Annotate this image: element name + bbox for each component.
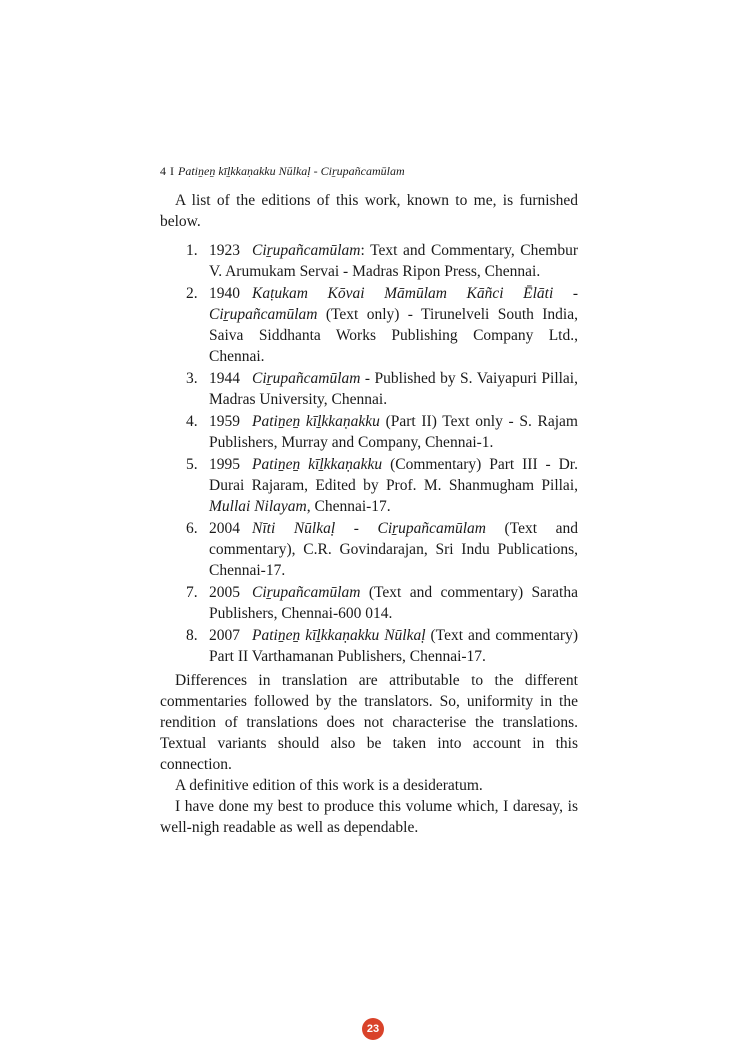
edition-year: 2004 bbox=[209, 520, 240, 537]
intro-paragraph: A list of the editions of this work, known to me, is furnished below. bbox=[160, 192, 578, 230]
running-head-title: Patiṉeṉ kīḻkkaṇakku Nūlkaḷ - Ciṟupañcamūlam bbox=[178, 164, 405, 178]
edition-title-text: Patiṉeṉ kīḻkkaṇakku bbox=[252, 413, 380, 430]
edition-detail-text: (Text and commentary), C.R. Govindarajan, Sri Indu Publications, Chennai-17. bbox=[209, 520, 578, 579]
edition-detail-text: (Text and commentary) Part II Varthamanan Publishers, Chennai-17. bbox=[209, 627, 578, 665]
edition-title-text: Nīti Nūlkaḷ - Ciṟupañcamūlam bbox=[252, 520, 486, 537]
editions-list bbox=[160, 240, 578, 667]
edition-number: 5. bbox=[186, 456, 198, 473]
edition-detail-text: : Text and Commentary, Chembur V. Arumukam Servai - Madras Ripon Press, Chennai. bbox=[209, 242, 578, 280]
edition-item bbox=[160, 283, 578, 367]
edition-number: 6. bbox=[186, 520, 198, 537]
edition-number: 8. bbox=[186, 627, 198, 644]
paragraph-differences: Differences in translation are attributable to the different commentaries followed by the translators. So, uniformity in the rendition of translations does not characterise the translations. Textual variants should also be taken into account in this connection. bbox=[160, 672, 578, 773]
edition-number: 7. bbox=[186, 584, 198, 601]
running-head bbox=[160, 163, 405, 179]
running-head-page: 4 bbox=[160, 164, 166, 178]
edition-title-text: Ciṟupañcamūlam bbox=[252, 584, 361, 601]
edition-title-text: Kaṭukam Kōvai Māmūlam Kāñci Ēlāti - Ciṟupañcamūlam bbox=[209, 285, 578, 323]
edition-detail-text: (Commentary) Part III - Dr. Durai Rajaram, Edited by Prof. M. Shanmugham Pillai, bbox=[209, 456, 578, 494]
edition-number: 4. bbox=[186, 413, 198, 430]
page-number-badge: 23 bbox=[362, 1018, 384, 1040]
edition-item bbox=[160, 582, 578, 624]
edition-title-text: Patiṉeṉ kīḻkkaṇakku Nūlkaḷ bbox=[252, 627, 426, 644]
edition-year: 1940 bbox=[209, 285, 240, 302]
edition-detail-text: (Part II) Text only - S. Rajam Publishers, Murray and Company, Chennai-1. bbox=[209, 413, 578, 451]
edition-year: 1995 bbox=[209, 456, 240, 473]
edition-item bbox=[160, 454, 578, 517]
edition-detail-text: - Published by S. Vaiyapuri Pillai, Madras University, Chennai. bbox=[209, 370, 578, 408]
edition-year: 1923 bbox=[209, 242, 240, 259]
edition-item bbox=[160, 411, 578, 453]
paragraph-definitive: A definitive edition of this work is a desideratum. bbox=[175, 777, 483, 794]
edition-item bbox=[160, 368, 578, 410]
edition-number: 3. bbox=[186, 370, 198, 387]
edition-item bbox=[160, 518, 578, 581]
edition-item bbox=[160, 625, 578, 667]
edition-number: 2. bbox=[186, 285, 198, 302]
edition-item bbox=[160, 240, 578, 282]
edition-title-text: Ciṟupañcamūlam bbox=[252, 370, 361, 387]
edition-number: 1. bbox=[186, 242, 198, 259]
edition-year: 2005 bbox=[209, 584, 240, 601]
edition-title-text: Ciṟupañcamūlam bbox=[252, 242, 361, 259]
edition-year: 1944 bbox=[209, 370, 240, 387]
running-head-separator: I bbox=[170, 164, 174, 178]
page-body bbox=[160, 190, 578, 838]
edition-detail-text: (Text only) - Tirunelveli South India, Saiva Siddhanta Works Publishing Company Ltd., Chennai. bbox=[209, 306, 578, 365]
edition-detail-text: (Text and commentary) Saratha Publishers, Chennai-600 014. bbox=[209, 584, 578, 622]
edition-title-text: Patiṉeṉ kīḻkkaṇakku bbox=[252, 456, 383, 473]
edition-year: 1959 bbox=[209, 413, 240, 430]
edition-year: 2007 bbox=[209, 627, 240, 644]
edition-title-text: Mullai Nilayam bbox=[209, 498, 307, 515]
edition-detail-text: , Chennai-17. bbox=[306, 498, 391, 515]
paragraph-closing: I have done my best to produce this volume which, I daresay, is well-nigh readable as well as dependable. bbox=[160, 798, 578, 836]
